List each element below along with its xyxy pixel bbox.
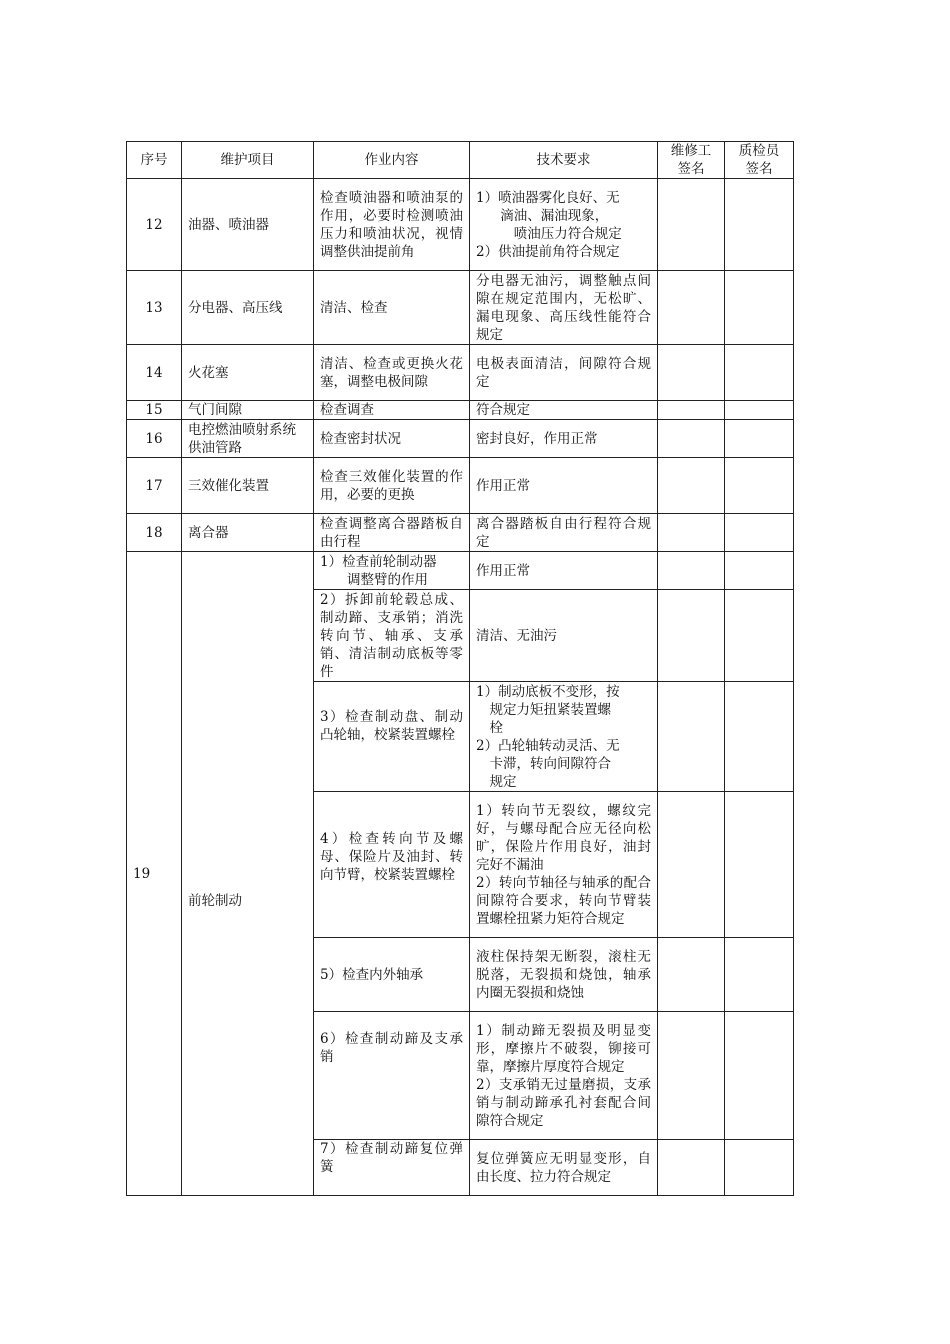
row-work: 5）检查内外轴承 <box>314 938 470 1012</box>
row-seq: 13 <box>127 271 182 345</box>
mechanic-signature-cell[interactable] <box>658 1140 725 1196</box>
row-requirement: 密封良好，作用正常 <box>470 420 658 458</box>
table-row <box>127 514 794 552</box>
inspector-signature-cell[interactable] <box>725 1140 794 1196</box>
inspector-signature-cell[interactable] <box>725 271 794 345</box>
mechanic-signature-cell[interactable] <box>658 458 725 514</box>
row-work: 6）检查制动蹄及支承销 <box>314 1012 470 1140</box>
mechanic-signature-cell[interactable] <box>658 938 725 1012</box>
mechanic-signature-cell[interactable] <box>658 401 725 420</box>
maintenance-table <box>126 141 794 1196</box>
mechanic-signature-cell[interactable] <box>658 179 725 271</box>
row-requirement: 清洁、无油污 <box>470 590 658 682</box>
mechanic-signature-cell[interactable] <box>658 514 725 552</box>
inspector-signature-cell[interactable] <box>725 590 794 682</box>
row-seq: 12 <box>127 179 182 271</box>
row-seq: 14 <box>127 345 182 401</box>
row-requirement: 1）制动底板不变形，按 规定力矩扭紧装置螺 栓 2）凸轮轴转动灵活、无 卡滞，转向间隙符合 规定 <box>470 682 658 792</box>
header-mechanic-signature: 维修工 签名 <box>658 142 725 179</box>
mechanic-signature-cell[interactable] <box>658 420 725 458</box>
row-requirement: 1）制动蹄无裂损及明显变形，摩擦片不破裂，铆接可靠，摩擦片厚度符合规定 2）支承销无过量磨损，支承销与制动蹄承孔衬套配合间隙符合规定 <box>470 1012 658 1140</box>
inspector-signature-cell[interactable] <box>725 401 794 420</box>
inspector-signature-cell[interactable] <box>725 682 794 792</box>
inspector-signature-cell[interactable] <box>725 1012 794 1140</box>
inspector-signature-cell[interactable] <box>725 345 794 401</box>
row-item: 前轮制动 <box>182 552 314 1196</box>
row-requirement: 作用正常 <box>470 458 658 514</box>
mechanic-signature-cell[interactable] <box>658 1012 725 1140</box>
row-item: 油器、喷油器 <box>182 179 314 271</box>
row-requirement: 液柱保持架无断裂，滚柱无脱落，无裂损和烧蚀，轴承内圈无裂损和烧蚀 <box>470 938 658 1012</box>
row-work: 检查调整离合器踏板自由行程 <box>314 514 470 552</box>
row-item: 火花塞 <box>182 345 314 401</box>
inspector-signature-cell[interactable] <box>725 514 794 552</box>
header-seq: 序号 <box>127 142 182 179</box>
mechanic-signature-cell[interactable] <box>658 682 725 792</box>
row-work: 清洁、检查 <box>314 271 470 345</box>
row-requirement: 作用正常 <box>470 552 658 590</box>
inspector-signature-cell[interactable] <box>725 420 794 458</box>
row-item: 三效催化装置 <box>182 458 314 514</box>
inspector-signature-cell[interactable] <box>725 458 794 514</box>
header-row <box>127 142 794 179</box>
header-inspector-signature: 质检员 签名 <box>725 142 794 179</box>
inspector-signature-cell[interactable] <box>725 179 794 271</box>
table-row <box>127 458 794 514</box>
row-item: 分电器、高压线 <box>182 271 314 345</box>
row-seq: 17 <box>127 458 182 514</box>
table-row <box>127 420 794 458</box>
row-work: 清洁、检查或更换火花塞，调整电极间隙 <box>314 345 470 401</box>
table-row <box>127 271 794 345</box>
inspector-signature-cell[interactable] <box>725 792 794 938</box>
table-row <box>127 552 794 590</box>
row-work: 检查喷油器和喷油泵的作用，必要时检测喷油压力和喷油状况，视情调整供油提前角 <box>314 179 470 271</box>
row-work: 2）拆卸前轮毂总成、制动蹄、支承销；消洗转向节、轴承、支承销、清洁制动底板等零件 <box>314 590 470 682</box>
row-requirement: 1）喷油器雾化良好、无 滴油、漏油现象， 喷油压力符合规定 2）供油提前角符合规定 <box>470 179 658 271</box>
row-work: 检查三效催化装置的作用，必要的更换 <box>314 458 470 514</box>
row-work: 1）检查前轮制动器 调整臂的作用 <box>314 552 470 590</box>
header-work: 作业内容 <box>314 142 470 179</box>
row-item: 电控燃油喷射系统供油管路 <box>182 420 314 458</box>
row-seq: 15 <box>127 401 182 420</box>
row-work: 检查调查 <box>314 401 470 420</box>
mechanic-signature-cell[interactable] <box>658 552 725 590</box>
row-seq: 18 <box>127 514 182 552</box>
row-seq: 16 <box>127 420 182 458</box>
row-requirement: 复位弹簧应无明显变形，自由长度、拉力符合规定 <box>470 1140 658 1196</box>
row-item: 气门间隙 <box>182 401 314 420</box>
row-work: 检查密封状况 <box>314 420 470 458</box>
mechanic-signature-cell[interactable] <box>658 590 725 682</box>
header-item: 维护项目 <box>182 142 314 179</box>
row-seq: 19 <box>127 552 182 1196</box>
inspector-signature-cell[interactable] <box>725 552 794 590</box>
row-requirement: 分电器无油污，调整触点间隙在规定范围内，无松旷、漏电现象、高压线性能符合规定 <box>470 271 658 345</box>
row-requirement: 离合器踏板自由行程符合规定 <box>470 514 658 552</box>
mechanic-signature-cell[interactable] <box>658 792 725 938</box>
row-work: 3）检查制动盘、制动凸轮轴，校紧装置螺栓 <box>314 682 470 792</box>
mechanic-signature-cell[interactable] <box>658 345 725 401</box>
mechanic-signature-cell[interactable] <box>658 271 725 345</box>
row-requirement: 电极表面清洁，间隙符合规定 <box>470 345 658 401</box>
row-work: 7）检查制动蹄复位弹簧 <box>314 1140 470 1196</box>
inspector-signature-cell[interactable] <box>725 938 794 1012</box>
table-row <box>127 345 794 401</box>
table-row <box>127 179 794 271</box>
row-item: 离合器 <box>182 514 314 552</box>
table-row <box>127 401 794 420</box>
row-requirement: 符合规定 <box>470 401 658 420</box>
row-work: 4）检查转向节及螺母、保险片及油封、转向节臂，校紧装置螺栓 <box>314 792 470 938</box>
row-requirement: 1）转向节无裂纹，螺纹完好，与螺母配合应无径向松旷，保险片作用良好，油封完好不漏油 2）转向节轴径与轴承的配合间隙符合要求，转向节臂装置螺栓扭紧力矩符合规定 <box>470 792 658 938</box>
header-requirement: 技术要求 <box>470 142 658 179</box>
